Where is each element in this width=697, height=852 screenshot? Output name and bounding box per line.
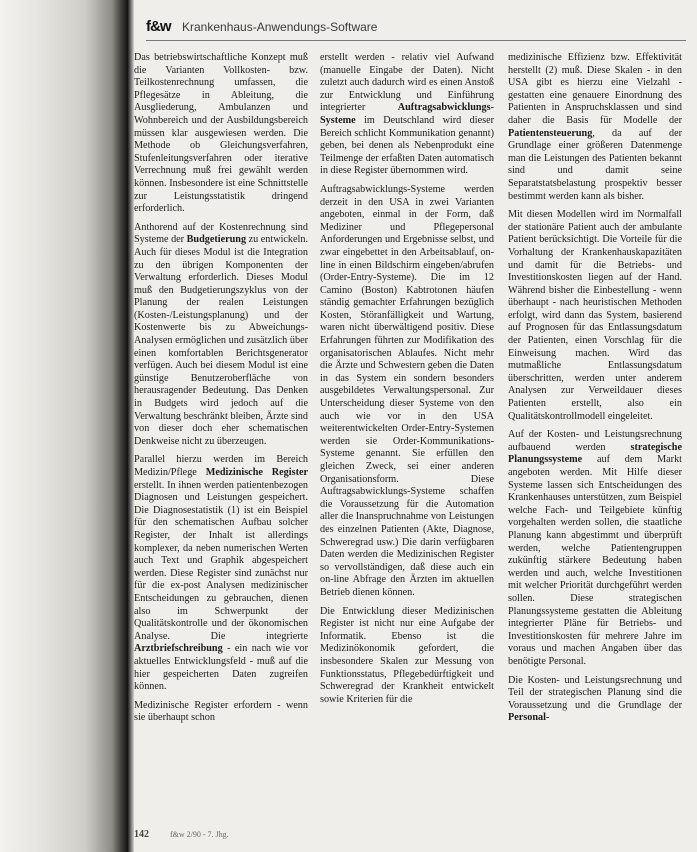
text-run: auf dem Markt angeboten werden. Mit Hilfe dieser Systeme lassen sich Entscheidungen des Krankenhauses unterstützen, zum Beispiel welche Fach- und Teilgebiete künftig vorgehalten werden sollen, die staatliche Planung kann abgestimmt und überprüft werden, welche Patientengruppen zukünftig stärkere Bedeutung haben werden und auch, welche Investitionen mit welcher Priorität durchgeführt werden sollen. Diese strategischen Planungssysteme gestatten die Ableitung integrierter Pläne für Betriebs- und Investitionskosten für mehrere Jahre im voraus und machen Angaben über das benötigte Personal. <box>508 454 682 667</box>
bold-term: Medizinische Register <box>205 467 308 478</box>
text-run: , da auf der Grundlage einer größeren Datenmenge man die Leistungen des Patienten bekannt sind und damit seine Separatstatsbelastung prospektiv besser bestimmt werden kann als bisher. <box>508 127 682 202</box>
document-page <box>128 0 697 852</box>
bold-term: Budgetierung <box>186 234 247 246</box>
page-footer <box>134 829 674 843</box>
paragraph <box>134 454 308 693</box>
bold-term: Personal- <box>508 712 550 724</box>
running-header-title: Krankenhaus-Anwendungs-Software <box>182 20 378 34</box>
page-number: 142 <box>134 829 149 840</box>
paragraph: Die Entwicklung dieser Medizinischen Register ist nicht nur eine Aufgabe der Informatik. Ebenso ist die Medizinökonomik gefordert, die insbesondere Skalen zur Messung von Funktionsstatus, Pflegebedürftigkeit und Schweregrad der Krankheit entwickelt sowie Kriterien für die <box>320 605 494 705</box>
text-column-3 <box>508 52 682 822</box>
paragraph: Das betriebswirtschaftliche Konzept muß die Varianten Vollkosten- bzw. Teilkostenrechnung umfassen, die Pflegesätze in Ableitung, die Ausgliederung, Ambulanzen und Wohnbereich und der Ausbildungsbereich müssen klar ausgewiesen werden. Die Methode ob Gleichungsverfahren, Stufenleitungsverfahren oder iterative Verrechnung muß frei gewählt werden können. Insbesondere ist eine Schnittstelle zur Leistungsstatistik dringend erforderlich. <box>134 52 308 215</box>
body-columns <box>134 52 686 822</box>
text-column-1 <box>134 52 308 822</box>
paragraph <box>320 52 494 178</box>
bold-term: strategische Planungssysteme <box>508 441 682 466</box>
bold-term: Arztbriefschreibung <box>134 643 223 655</box>
text-run: Anthorend auf der Kostenrechnung sind Systeme der <box>134 221 308 246</box>
bold-term: Auftragsabwicklungs-Systeme <box>320 102 494 126</box>
text-run: - ein nach wie vor aktuelles Entwicklungsfeld - muß auf die hier gespeicherten Daten zugreifen können. <box>134 643 308 693</box>
text-run: erstellt werden - relativ viel Aufwand (manuelle Eingabe der Daten). Nicht zuletzt auch dadurch wird es einen Anstoß zur Entwicklung und Einführung integrierter <box>320 52 494 114</box>
text-column-2 <box>320 52 494 822</box>
paragraph <box>508 52 682 203</box>
footer-journal-note: f&w 2/90 - 7. Jhg. <box>170 830 229 839</box>
paragraph: Auftragsabwicklungs-Systeme werden derzeit in den USA in zwei Varianten angeboten, einmal in der Form, daß Mediziner und Pflegepersonal Anforderungen und Ergebnisse selbst, und zwar eingebettet in den Arbeitsablauf, on-line in einen Bildschirm eingeben/abrufen (Order-Entry-Systeme). Die im 12 Camino (Boston) Kabtrotonen häufen ständig gemachter Erfahrungen bezüglich Kosten, Störanfälligkeit und Wartung, waren nicht überwältigend positiv. Diese Erfahrungen führten zur Modifikation des organisatorischen Ablaufes. Nicht mehr die Ärzte und Schwestern geben die Daten in das System ein sondern besonders ausgebildetes Verwaltungspersonal. Zur Unterscheidung dieser Systeme von den auch wie vor in den USA weiterentwickelten Order-Entry-Systemen werden sie Order-Kommunikations-Systeme genannt. Sie erfüllen den gleichen Zweck, sei einer anderen Organisationsform. Diese Auftragsabwicklungs-Systeme schaffen die Voraussetzung für die Automation aller die Inanspruchnahme von Leistungen des einzelnen Patienten (Akte, Diagnose, Schweregrad usw.) Die darin verfügbaren Daten werden die Medizinischen Register so vervollständigen, daß diese auch ein on-line Abfrage den Ärzten im aktuellen Betrieb dienen können. <box>320 183 494 598</box>
text-run: erstellt. In ihnen werden patientenbezogen Diagnosen und Leistungen gespeichert. Die Diagnosestatistik (1) ist ein Beispiel für den schematischen Aufbau solcher Register, der Inhalt ist allerdings komplexer, da neben numerischen Werten auch Text und Graphik abgespeichert werden. Diese Register sind zunächst nur für die ex-post Analysen medizinischer Entscheidungen zu gebrauchen, dienen also im Schwerpunkt der Qualitätskontrolle und der ökonomischen Analyse. Die integrierte <box>134 479 308 642</box>
text-run: medizinische Effizienz bzw. Effektivität herstellt (2) muß. Diese Skalen - in den USA gibt es hierzu eine Vielzahl - gestatten eine genauere Einordnung des Patienten in Anspruchsklassen und sind daher die Basis für Modelle der <box>508 52 682 126</box>
paragraph: Medizinische Register erfordern - wenn sie überhaupt schon <box>134 699 308 724</box>
bold-term: Patientensteuerung <box>508 127 593 139</box>
text-run: Parallel hierzu werden im Bereich Medizin/Pflege <box>134 454 308 478</box>
paragraph <box>508 429 682 668</box>
paragraph <box>134 222 308 449</box>
text-run: zu entwickeln. Auch für dieses Modul ist die Integration zu den übrigen Komponenten der Verwaltung erforderlich. Dieses Modul muß den Budgetierungszyklus von der Planung der realen Leistungen (Kosten-/Leistungsplanung) und der Kostenwerte bis zu Abweichungs-Analysen ermöglichen und zusätzlich über einen komfortablen Berichtsgenerator verfügen. Auch bei diesem Modul ist eine günstige Benutzeroberfläche von herausragender Bedeutung. Das Denken in Budgets wird jedoch auf die Verwaltung beschränkt bleiben, Ärzte sind von dieser doch eher schematischen Denkweise nicht zu überzeugen. <box>134 234 308 447</box>
paragraph <box>508 675 682 725</box>
paragraph: Mit diesen Modellen wird im Normalfall der stationäre Patient auch der ambulante Patient berücksichtigt. Die Vorteile für die Vorhaltung der Krankenhauskapazitäten und damit für die Betriebs- und Investitionskosten liegen auf der Hand. Während bisher die Einbestellung - wenn überhaupt - nach heuristischen Methoden erfolgt, wird dann das System, basierend auf Prognosen für das Entlassungsdatum der Patienten, einen Vorschlag für die Einweisung machen. Wird das mutmaßliche Entlassungsdatum überschritten, werden unter anderem Analysen zur Verweildauer dieses Patienten erstellt, also ein Qualitätskontrollmodell eingeleitet. <box>508 209 682 422</box>
text-run: Auf der Kosten- und Leistungsrechnung aufbauend werden <box>508 429 682 453</box>
fw-logo: f&w <box>146 18 171 35</box>
book-gutter <box>0 0 128 852</box>
text-run: Die Kosten- und Leistungsrechnung und Teil der strategischen Planung sind die Voraussetzung und die Grundlage der <box>508 674 682 711</box>
text-run: im Deutschland wird dieser Bereich schlicht Kommunikation genannt) geben, bei denen als Nebenprodukt eine Teilmenge der erfaßten Daten automatisch in diese Register übernommen wird. <box>320 114 494 177</box>
running-header <box>146 18 686 41</box>
